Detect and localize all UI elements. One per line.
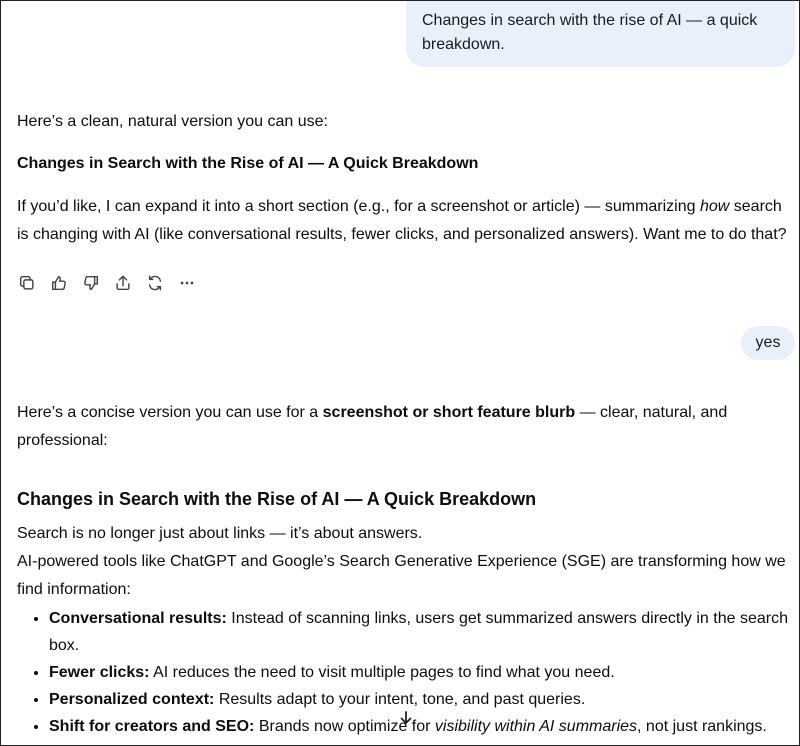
scroll-down-icon [398,710,414,726]
reply-2-intro [17,399,792,455]
bullet-text: AI reduces the need to visit multiple pages to find what you need. [149,664,615,681]
reply-1-body-a: If you’d like, I can expand it into a short section (e.g., for a screenshot or article) — summarizing [17,198,700,215]
scroll-to-bottom-button[interactable] [393,705,419,731]
bullet-text-b: , not just rankings. [637,718,767,735]
bullet-label: Personalized context: [49,691,215,708]
bullet-label: Shift for creators and SEO: [49,718,255,735]
user-message-1-text: Changes in search with the rise of AI — a quick breakdown. [422,12,758,53]
reply-1-body [17,193,792,249]
user-message-2 [741,326,795,360]
reply-1-body-b: search is changing with AI (like conversational results, fewer clicks, and personalized answers). Want me to do that? [17,198,787,243]
share-icon [114,274,132,292]
copy-button[interactable] [17,271,37,295]
regenerate-button[interactable] [145,271,165,295]
bullet-label: Conversational results: [49,610,227,627]
reply-2-heading: Changes in Search with the Rise of AI — A Quick Breakdown [17,489,537,509]
list-item [49,605,789,659]
reply-2-line-1: Search is no longer just about links — it’s about answers. [17,525,423,542]
reply-1-intro: Here’s a clean, natural version you can use: [17,113,328,130]
good-response-button[interactable] [49,271,69,295]
reply-2-intro-a: Here’s a concise version you can use for a [17,404,323,421]
user-message-1 [406,1,795,67]
reply-2-intro-bold: screenshot or short feature blurb [322,404,576,421]
reply-1-body-em: how [699,198,730,215]
thumbs-down-icon [82,274,100,292]
bullet-text-a: Brands now optimize for [254,718,435,735]
regenerate-icon [146,274,164,292]
thumbs-up-icon [50,274,68,292]
bullet-text: Results adapt to your intent, tone, and past queries. [214,691,586,708]
bullet-text-em: visibility within AI summaries [434,718,638,735]
copy-icon [18,274,36,292]
bullet-label: Fewer clicks: [49,664,150,681]
list-item [49,686,789,713]
more-icon [178,274,196,292]
reply-2-intro-b: — clear, natural, and professional: [17,404,728,449]
share-button[interactable] [113,271,133,295]
reply-1-title: Changes in Search with the Rise of AI — A Quick Breakdown [17,155,479,172]
list-item [49,713,789,740]
reply-2-line-2: AI-powered tools like ChatGPT and Google’s Search Generative Experience (SGE) are transforming how we find information: [17,553,786,598]
list-item [49,659,789,686]
user-message-2-text: yes [755,334,781,351]
message-actions [17,271,197,295]
bad-response-button[interactable] [81,271,101,295]
bullet-text: Instead of scanning links, users get summarized answers directly in the search box. [49,610,788,654]
more-button[interactable] [177,271,197,295]
